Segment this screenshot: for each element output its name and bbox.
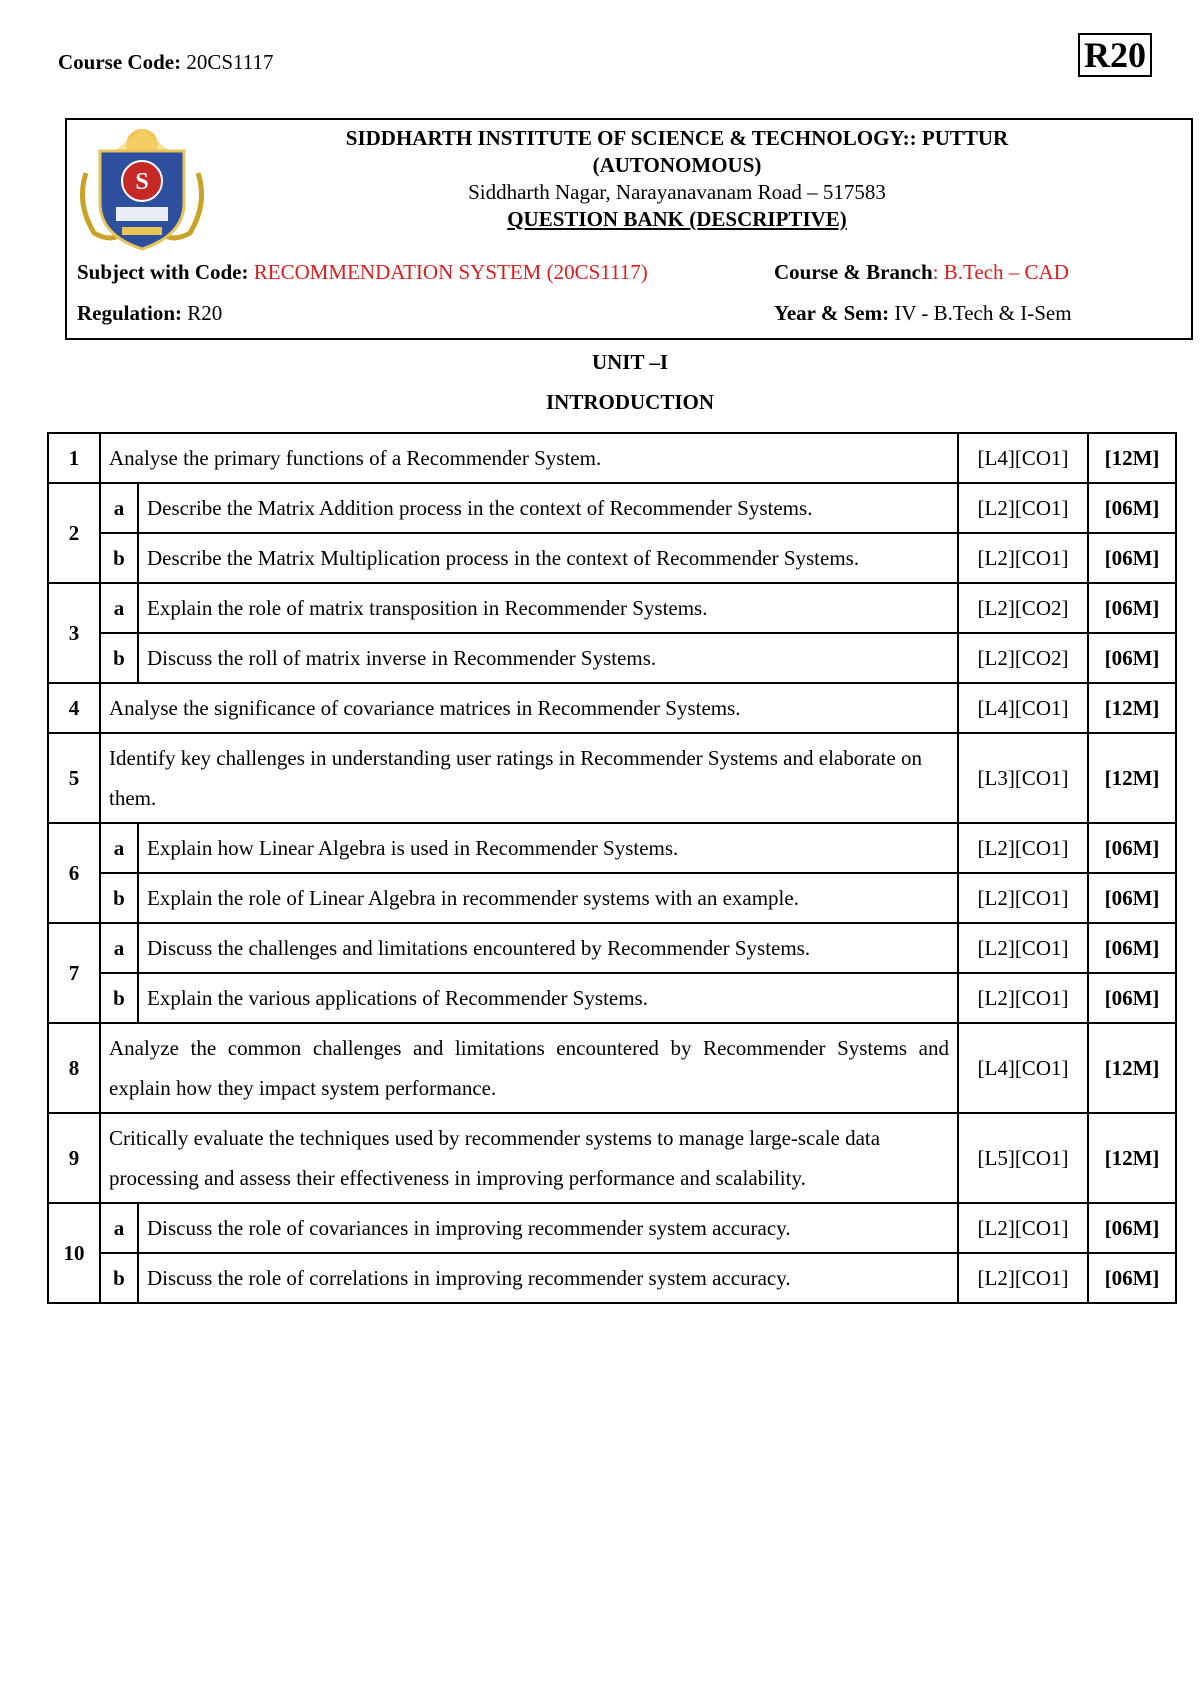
regulation-value: R20 <box>187 301 223 325</box>
question-level: [L4][CO1] <box>958 683 1088 733</box>
question-level: [L4][CO1] <box>958 433 1088 483</box>
question-marks: [06M] <box>1088 823 1176 873</box>
question-row <box>48 583 1176 633</box>
question-text: Identify key challenges in understanding user ratings in Recommender Systems and elaborate on them. <box>100 733 958 823</box>
question-part: a <box>100 923 138 973</box>
question-level: [L2][CO1] <box>958 1203 1088 1253</box>
question-number: 10 <box>48 1203 100 1303</box>
question-row <box>48 433 1176 483</box>
question-text: Critically evaluate the techniques used by recommender systems to manage large-scale data processing and assess their effectiveness in improving performance and scalability. <box>100 1113 958 1203</box>
question-number: 8 <box>48 1023 100 1113</box>
question-marks: [06M] <box>1088 483 1176 533</box>
year-sem-value: IV - B.Tech & I-Sem <box>894 301 1072 325</box>
question-text: Explain how Linear Algebra is used in Recommender Systems. <box>138 823 958 873</box>
question-part: b <box>100 973 138 1023</box>
question-text: Explain the role of matrix transposition in Recommender Systems. <box>138 583 958 633</box>
question-part: a <box>100 1203 138 1253</box>
question-table <box>47 432 1177 1304</box>
subject-label: Subject with Code: <box>77 260 249 284</box>
question-marks: [06M] <box>1088 533 1176 583</box>
question-number: 1 <box>48 433 100 483</box>
question-marks: [06M] <box>1088 583 1176 633</box>
course-code-value: 20CS1117 <box>186 50 274 74</box>
question-marks: [06M] <box>1088 873 1176 923</box>
question-row <box>48 973 1176 1023</box>
question-text: Explain the various applications of Recommender Systems. <box>138 973 958 1023</box>
question-text: Describe the Matrix Addition process in the context of Recommender Systems. <box>138 483 958 533</box>
regulation-label: Regulation: <box>77 301 182 325</box>
question-level: [L2][CO1] <box>958 923 1088 973</box>
question-part: a <box>100 823 138 873</box>
question-part: a <box>100 583 138 633</box>
question-part: b <box>100 1253 138 1303</box>
question-level: [L2][CO1] <box>958 973 1088 1023</box>
question-row <box>48 923 1176 973</box>
institute-header <box>65 118 1193 340</box>
question-marks: [12M] <box>1088 1113 1176 1203</box>
institute-autonomous: (AUTONOMOUS) <box>592 153 762 177</box>
question-text: Describe the Matrix Multiplication process in the context of Recommender Systems. <box>138 533 958 583</box>
subject-field <box>77 260 648 285</box>
question-level: [L5][CO1] <box>958 1113 1088 1203</box>
question-level: [L2][CO1] <box>958 1253 1088 1303</box>
question-row <box>48 733 1176 823</box>
question-number: 7 <box>48 923 100 1023</box>
question-row <box>48 1023 1176 1113</box>
question-text: Explain the role of Linear Algebra in recommender systems with an example. <box>138 873 958 923</box>
question-row <box>48 1113 1176 1203</box>
year-sem-label: Year & Sem: <box>774 301 890 325</box>
question-number: 2 <box>48 483 100 583</box>
question-text: Analyse the primary functions of a Recommender System. <box>100 433 958 483</box>
question-text: Discuss the challenges and limitations encountered by Recommender Systems. <box>138 923 958 973</box>
question-level: [L2][CO1] <box>958 483 1088 533</box>
course-code <box>58 50 273 75</box>
question-level: [L2][CO1] <box>958 873 1088 923</box>
question-text: Discuss the roll of matrix inverse in Recommender Systems. <box>138 633 958 683</box>
question-text: Analyse the significance of covariance matrices in Recommender Systems. <box>100 683 958 733</box>
institute-name: SIDDHARTH INSTITUTE OF SCIENCE & TECHNOLOGY:: PUTTUR <box>345 126 1009 150</box>
question-marks: [06M] <box>1088 923 1176 973</box>
question-marks: [06M] <box>1088 633 1176 683</box>
course-branch-label: Course & Branch <box>774 260 933 284</box>
question-marks: [06M] <box>1088 1253 1176 1303</box>
svg-text:S: S <box>135 169 149 195</box>
question-part: b <box>100 873 138 923</box>
question-row <box>48 533 1176 583</box>
year-sem-field <box>774 301 1072 326</box>
document-title: QUESTION BANK (DESCRIPTIVE) <box>507 207 847 231</box>
question-row <box>48 1203 1176 1253</box>
question-number: 5 <box>48 733 100 823</box>
course-branch-field <box>774 260 1069 285</box>
question-marks: [06M] <box>1088 1203 1176 1253</box>
question-text: Analyze the common challenges and limitations encountered by Recommender Systems and explain how they impact system performance. <box>100 1023 958 1113</box>
question-level: [L4][CO1] <box>958 1023 1088 1113</box>
question-level: [L2][CO2] <box>958 583 1088 633</box>
question-text: Discuss the role of correlations in improving recommender system accuracy. <box>138 1253 958 1303</box>
question-number: 4 <box>48 683 100 733</box>
question-part: b <box>100 533 138 583</box>
regulation-badge: R20 <box>1078 33 1152 77</box>
question-number: 6 <box>48 823 100 923</box>
question-part: b <box>100 633 138 683</box>
question-marks: [06M] <box>1088 973 1176 1023</box>
college-crest-icon <box>72 123 212 253</box>
regulation-field <box>77 301 222 326</box>
question-level: [L3][CO1] <box>958 733 1088 823</box>
subject-value: RECOMMENDATION SYSTEM (20CS1117) <box>253 260 648 284</box>
question-part: a <box>100 483 138 533</box>
question-marks: [12M] <box>1088 733 1176 823</box>
question-number: 9 <box>48 1113 100 1203</box>
question-row <box>48 1253 1176 1303</box>
question-number: 3 <box>48 583 100 683</box>
question-marks: [12M] <box>1088 683 1176 733</box>
question-row <box>48 683 1176 733</box>
question-row <box>48 873 1176 923</box>
question-level: [L2][CO1] <box>958 823 1088 873</box>
institute-address: Siddharth Nagar, Narayanavanam Road – 517583 <box>468 180 886 204</box>
unit-subtitle: INTRODUCTION <box>545 390 715 414</box>
question-text: Discuss the role of covariances in improving recommender system accuracy. <box>138 1203 958 1253</box>
question-row <box>48 823 1176 873</box>
question-level: [L2][CO2] <box>958 633 1088 683</box>
unit-title: UNIT –I <box>591 350 669 374</box>
course-code-label: Course Code: <box>58 50 182 74</box>
question-row <box>48 483 1176 533</box>
question-level: [L2][CO1] <box>958 533 1088 583</box>
question-marks: [12M] <box>1088 433 1176 483</box>
question-marks: [12M] <box>1088 1023 1176 1113</box>
course-branch-value: : B.Tech – CAD <box>932 260 1069 284</box>
question-row <box>48 633 1176 683</box>
